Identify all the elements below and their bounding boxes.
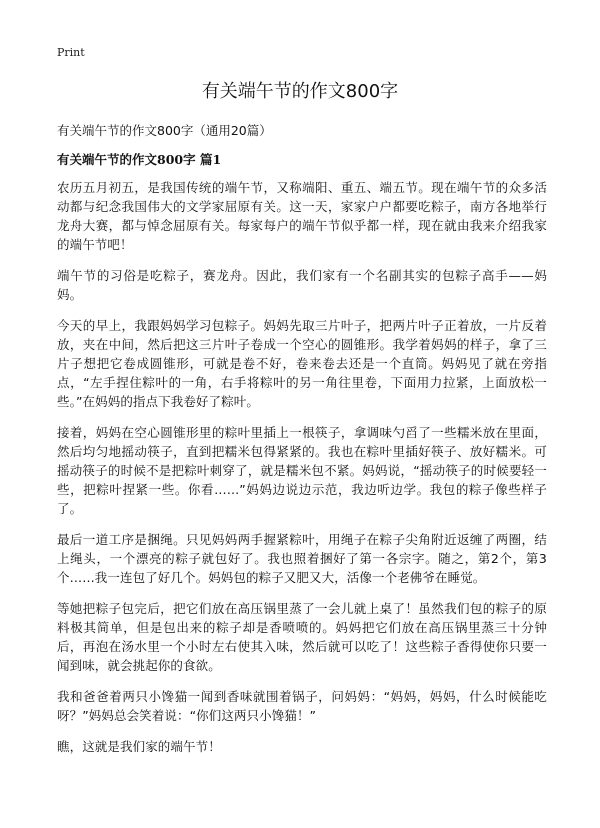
paragraph: 农历五月初五，是我国传统的端午节，又称端阳、重五、端五节。现在端午节的众多活动都与纪念我国伟大的文学家屈原有关。这一天，家家户户都要吃粽子，南方各地举行龙舟大赛，都与悼念屈原有关。每家每户的端午节似乎都一样，现在就由我来介绍我家的端午节吧！ (57, 180, 547, 252)
print-link[interactable]: Print (57, 46, 85, 59)
section-heading: 有关端午节的作文800字 篇1 (57, 152, 222, 167)
paragraph: 端午节的习俗是吃粽子，赛龙舟。因此，我们家有一个名副其实的包粽子高手——妈妈。 (57, 268, 547, 302)
paragraph: 瞧，这就是我们家的端午节！ (57, 739, 221, 754)
page-title: 有关端午节的作文800字 (201, 81, 399, 102)
paragraph: 等她把粽子包完后，把它们放在高压锅里蒸了一会儿就上桌了！虽然我们包的粽子的原料极其简单，但是包出来的粽子却是香喷喷的。妈妈把它们放在高压锅里蒸三十分钟后，再泡在汤水里一个小时左右使其入味，然后就可以吃了！这些粽子香得使你只要一闻到味，就会挑起你的食欲。 (57, 601, 547, 673)
paragraph: 接着，妈妈在空心圆锥形里的粽叶里插上一根筷子，拿调味勺舀了一些糯米放在里面，然后均匀地摇动筷子，直到把糯米包得紧紧的。我也在粽叶里插好筷子、放好糯米。可摇动筷子的时候不是把粽叶刺穿了，就是糯米包不紧。妈妈说，“摇动筷子的时候要轻一些，把粽叶捏紧一些。你看……”妈妈边说边示范，我边听边学。我包的粽子像些样子了。 (57, 425, 547, 516)
paragraph: 我和爸爸着两只小馋猫一闻到香味就围着锅子，问妈妈：“妈妈，妈妈，什么时候能吃呀？”妈妈总会笑着说：“你们这两只小馋猫！” (57, 689, 547, 723)
article-body (57, 178, 547, 768)
document-subtitle: 有关端午节的作文800字（通用20篇） (57, 123, 272, 138)
paragraph: 今天的早上，我跟妈妈学习包粽子。妈妈先取三片叶子，把两片叶子正着放，一片反着放，夹在中间，然后把这三片叶子卷成一个空心的圆锥形。我学着妈妈的样子，拿了三片子想把它卷成圆锥形，可就是卷不好，卷来卷去还是一个直筒。妈妈见了就在旁指点，“左手捏住粽叶的一角，右手将粽叶的另一角往里卷，下面用力拉紧，上面放松一些。”在妈妈的指点下我卷好了粽叶。 (57, 318, 547, 409)
paragraph: 最后一道工序是捆绳。只见妈妈两手握紧粽叶，用绳子在粽子尖角附近返缠了两圈，结上绳头，一个漂亮的粽子就包好了。我也照着捆好了第一各宗字。随之，第2个，第3个……我一连包了好几个。妈妈包的粽子又肥又大，活像一个老佛爷在睡觉。 (57, 532, 547, 585)
